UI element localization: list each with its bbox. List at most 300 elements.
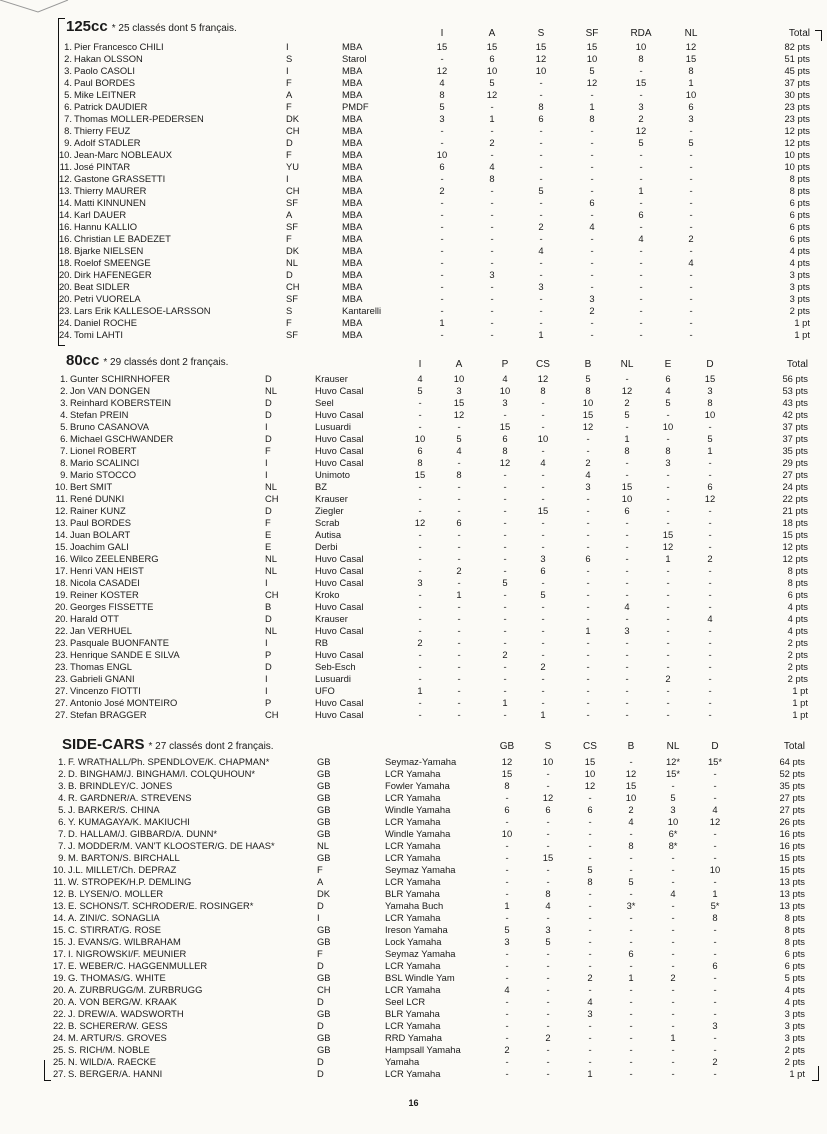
rider-name: Daniel ROCHE	[74, 317, 138, 328]
race-score: -	[629, 1020, 633, 1031]
race-score: -	[629, 1032, 633, 1043]
race-score: -	[505, 948, 509, 959]
table-row	[0, 792, 827, 804]
race-score: 4	[502, 373, 508, 384]
rank: 27.	[52, 1068, 66, 1079]
race-score: 2	[456, 565, 462, 576]
race-score: -	[539, 317, 543, 328]
race-score: -	[490, 197, 494, 208]
race-score: 1	[489, 113, 495, 124]
race-score: -	[541, 601, 545, 612]
rider-name: Gastone GRASSETTI	[74, 173, 166, 184]
machine: Huvo Casal	[315, 457, 364, 468]
race-score: -	[457, 553, 461, 564]
total-points: 37 pts	[782, 433, 808, 444]
race-score: 5	[439, 101, 445, 112]
race-score: -	[588, 1032, 592, 1043]
total-points: 35 pts	[779, 780, 805, 791]
rider-name: N. WILD/A. RAECKE	[68, 1056, 157, 1067]
race-score: 12	[709, 816, 721, 827]
machine: BLR Yamaha	[385, 1008, 440, 1019]
race-score: -	[639, 317, 643, 328]
total-points: 6 pts	[789, 209, 810, 220]
race-score: 8	[417, 457, 423, 468]
race-score: -	[671, 900, 675, 911]
race-score: -	[588, 924, 592, 935]
table-row	[0, 709, 827, 721]
race-score: -	[639, 257, 643, 268]
race-score: -	[639, 293, 643, 304]
machine: MBA	[342, 185, 363, 196]
race-score: 3	[707, 385, 713, 396]
total-points: 82 pts	[784, 41, 810, 52]
table-row	[0, 149, 827, 161]
machine: Lusuardi	[315, 421, 351, 432]
nationality: GB	[317, 1032, 331, 1043]
total-points: 23 pts	[784, 113, 810, 124]
rider-name: Vincenzo FIOTTI	[70, 685, 141, 696]
race-score: -	[539, 137, 543, 148]
table-row	[0, 433, 827, 445]
race-score: -	[639, 89, 643, 100]
table-row	[0, 756, 827, 768]
nationality: F	[286, 101, 292, 112]
table-row	[0, 1032, 827, 1044]
race-score: -	[625, 637, 629, 648]
race-score: -	[708, 577, 712, 588]
rank: 11.	[59, 161, 72, 172]
race-score: 6	[665, 373, 671, 384]
table-row	[0, 305, 827, 317]
race-score: 15	[414, 469, 426, 480]
race-score: -	[666, 469, 670, 480]
rider-name: Paul BORDES	[70, 517, 131, 528]
race-score: 15	[499, 421, 511, 432]
race-score: -	[590, 89, 594, 100]
race-score: -	[671, 936, 675, 947]
race-score: -	[588, 1020, 592, 1031]
race-score: 15	[535, 41, 547, 52]
race-score: 15	[436, 41, 448, 52]
race-score: 8	[545, 888, 551, 899]
table-row	[0, 685, 827, 697]
race-score: -	[666, 517, 670, 528]
rider-name: S. BERGER/A. HANNI	[68, 1068, 163, 1079]
race-score: -	[418, 697, 422, 708]
rider-name: Karl DAUER	[74, 209, 127, 220]
nationality: GB	[317, 792, 331, 803]
race-score: -	[505, 960, 509, 971]
race-score: -	[713, 1068, 717, 1079]
race-score: -	[440, 305, 444, 316]
race-score: -	[490, 281, 494, 292]
race-score: 10	[535, 65, 547, 76]
race-score: -	[625, 541, 629, 552]
section-note: * 25 classés dont 5 français.	[111, 23, 237, 34]
race-score: 2	[670, 972, 676, 983]
nationality: NL	[265, 553, 277, 564]
rider-name: Thierry FEUZ	[74, 125, 131, 136]
race-score: -	[541, 613, 545, 624]
race-score: -	[689, 329, 693, 340]
rider-name: René DUNKI	[70, 493, 125, 504]
race-score: -	[418, 529, 422, 540]
race-score: 3	[624, 625, 630, 636]
race-score: -	[625, 673, 629, 684]
table-row	[0, 137, 827, 149]
race-score: -	[541, 673, 545, 684]
race-score: -	[541, 649, 545, 660]
race-score: 6	[688, 101, 694, 112]
race-score: 2	[545, 1032, 551, 1043]
race-score: -	[708, 589, 712, 600]
race-score: -	[505, 972, 509, 983]
table-row	[0, 1068, 827, 1080]
machine: Lock Yamaha	[385, 936, 442, 947]
total-points: 2 pts	[787, 673, 808, 684]
race-score: 15	[635, 77, 647, 88]
machine: MBA	[342, 113, 363, 124]
race-score: 15*	[665, 768, 681, 779]
race-score: -	[713, 948, 717, 959]
rank: 17.	[54, 565, 68, 576]
rank: 5.	[58, 804, 66, 815]
column-header-a: A	[488, 28, 496, 39]
race-score: -	[689, 221, 693, 232]
total-points: 13 pts	[779, 900, 805, 911]
table-row	[0, 481, 827, 493]
race-score: -	[713, 924, 717, 935]
nationality: SF	[286, 221, 298, 232]
race-score: -	[539, 233, 543, 244]
race-score: -	[541, 541, 545, 552]
nationality: GB	[317, 816, 331, 827]
race-score: 2	[585, 457, 591, 468]
machine: MBA	[342, 245, 363, 256]
rider-name: E. SCHONS/T. SCHRODER/E. ROSINGER*	[68, 900, 254, 911]
rank: 24.	[58, 329, 72, 340]
race-score: 2	[589, 305, 595, 316]
rider-name: Patrick DAUDIER	[74, 101, 148, 112]
total-points: 5 pts	[784, 972, 805, 983]
rider-name: A. ZINI/C. SONAGLIA	[68, 912, 160, 923]
race-score: -	[505, 996, 509, 1007]
table-row	[0, 397, 827, 409]
race-score: -	[629, 1044, 633, 1055]
nationality: D	[317, 996, 324, 1007]
race-score: 10	[453, 373, 465, 384]
race-score: 10	[499, 385, 511, 396]
race-score: 1	[707, 445, 713, 456]
race-score: 6	[707, 481, 713, 492]
race-score: -	[639, 221, 643, 232]
race-score: 3	[589, 293, 595, 304]
nationality: D	[317, 900, 324, 911]
rider-name: Harald OTT	[70, 613, 119, 624]
race-score: 5	[545, 936, 551, 947]
race-score: 4	[670, 888, 676, 899]
race-score: 3	[456, 385, 462, 396]
nationality: A	[317, 876, 324, 887]
rank: 4.	[60, 409, 68, 420]
race-score: 3	[670, 804, 676, 815]
rider-name: D. HALLAM/J. GIBBARD/A. DUNN*	[68, 828, 217, 839]
total-points: 2 pts	[787, 649, 808, 660]
machine: MBA	[342, 149, 363, 160]
nationality: F	[317, 864, 323, 875]
race-score: -	[505, 1068, 509, 1079]
race-score: -	[503, 481, 507, 492]
rank: 8.	[60, 457, 68, 468]
race-score: -	[586, 577, 590, 588]
total-points: 3 pts	[784, 1032, 805, 1043]
race-score: 12	[685, 41, 697, 52]
rider-name: B. LYSEN/O. MOLLER	[68, 888, 164, 899]
machine: Kantarelli	[342, 305, 382, 316]
table-row	[0, 493, 827, 505]
race-score: -	[490, 317, 494, 328]
race-score: -	[440, 293, 444, 304]
nationality: GB	[317, 828, 331, 839]
race-score: 3	[502, 397, 508, 408]
rank: 14.	[54, 529, 68, 540]
total-points: 12 pts	[782, 541, 808, 552]
race-score: -	[713, 1044, 717, 1055]
race-score: -	[503, 673, 507, 684]
nationality: F	[286, 317, 292, 328]
nationality: I	[265, 673, 268, 684]
race-score: -	[418, 541, 422, 552]
race-score: -	[666, 565, 670, 576]
column-header-total: Total	[788, 28, 810, 39]
total-points: 1 pt	[794, 317, 810, 328]
machine: MBA	[342, 221, 363, 232]
race-score: 15	[486, 41, 498, 52]
column-header-e: E	[664, 359, 672, 370]
race-score: -	[440, 125, 444, 136]
machine: MBA	[342, 41, 363, 52]
race-score: 4	[545, 900, 551, 911]
race-score: 12	[584, 780, 596, 791]
race-score: -	[586, 649, 590, 660]
race-score: -	[586, 697, 590, 708]
table-row	[0, 269, 827, 281]
table-row	[0, 1020, 827, 1032]
table-row	[0, 65, 827, 77]
nationality: I	[286, 41, 289, 52]
total-points: 4 pts	[787, 613, 808, 624]
nationality: GB	[317, 780, 331, 791]
column-header-nl: NL	[684, 28, 698, 39]
nationality: P	[265, 697, 272, 708]
rider-name: J.L. MILLET/Ch. DEPRAZ	[68, 864, 177, 875]
column-header-i: I	[440, 28, 444, 39]
rank: 4.	[58, 792, 66, 803]
table-row	[0, 221, 827, 233]
race-score: -	[586, 601, 590, 612]
machine: MBA	[342, 137, 363, 148]
race-score: 5	[504, 924, 510, 935]
race-score: 2	[665, 673, 671, 684]
table-row	[0, 41, 827, 53]
bracket-top-left	[58, 18, 65, 346]
total-points: 12 pts	[784, 137, 810, 148]
rank: 4.	[64, 77, 72, 88]
race-score: 12	[436, 65, 448, 76]
rank: 12.	[54, 505, 68, 516]
rider-name: Petri VUORELA	[74, 293, 141, 304]
rider-name: Rainer KUNZ	[70, 505, 126, 516]
nationality: GB	[317, 768, 331, 779]
race-score: 8	[688, 65, 694, 76]
race-score: -	[625, 373, 629, 384]
race-score: 8	[587, 876, 593, 887]
bracket-bottom-left	[44, 1060, 51, 1081]
race-score: -	[418, 409, 422, 420]
race-score: 15	[501, 768, 513, 779]
race-score: 2	[688, 233, 694, 244]
race-score: 8	[540, 385, 546, 396]
race-score: 12	[621, 385, 633, 396]
race-score: 8	[502, 445, 508, 456]
rank: 27.	[54, 685, 68, 696]
total-points: 6 pts	[789, 233, 810, 244]
race-score: -	[625, 697, 629, 708]
race-score: 2	[587, 972, 593, 983]
table-row	[0, 281, 827, 293]
table-row	[0, 697, 827, 709]
race-score: 1	[665, 553, 671, 564]
race-score: -	[629, 888, 633, 899]
race-score: 1	[712, 888, 718, 899]
machine: LCR Yamaha	[385, 1020, 441, 1031]
race-score: -	[666, 661, 670, 672]
race-score: 8	[439, 89, 445, 100]
rank: 5.	[60, 421, 68, 432]
race-score: -	[588, 816, 592, 827]
table-row	[0, 900, 827, 912]
race-score: 8	[628, 840, 634, 851]
race-score: 1	[589, 101, 595, 112]
total-points: 21 pts	[782, 505, 808, 516]
race-score: 6*	[668, 828, 678, 839]
table-row	[0, 385, 827, 397]
rider-name: Mario STOCCO	[70, 469, 136, 480]
race-score: -	[629, 852, 633, 863]
race-score: -	[418, 613, 422, 624]
race-score: -	[505, 864, 509, 875]
machine: Krauser	[315, 613, 348, 624]
machine: LCR Yamaha	[385, 840, 441, 851]
total-points: 16 pts	[779, 840, 805, 851]
race-score: 5*	[710, 900, 720, 911]
column-header-d: D	[711, 741, 719, 752]
rank: 16.	[58, 221, 72, 232]
race-score: 5	[589, 65, 595, 76]
table-row	[0, 457, 827, 469]
race-score: 8	[665, 445, 671, 456]
race-score: -	[440, 137, 444, 148]
rider-name: B. BRINDLEY/C. JONES	[68, 780, 173, 791]
race-score: -	[505, 1032, 509, 1043]
race-score: -	[666, 613, 670, 624]
rider-name: Jan VERHUEL	[70, 625, 133, 636]
total-points: 2 pts	[784, 1044, 805, 1055]
race-score: -	[490, 305, 494, 316]
race-score: -	[539, 269, 543, 280]
nationality: B	[265, 601, 272, 612]
race-score: -	[457, 601, 461, 612]
nationality: E	[265, 529, 272, 540]
total-points: 30 pts	[784, 89, 810, 100]
rider-name: Y. KUMAGAYA/K. MAKIUCHI	[68, 816, 190, 827]
race-score: -	[546, 816, 550, 827]
machine: Derbi	[315, 541, 338, 552]
race-score: -	[541, 481, 545, 492]
table-row	[0, 209, 827, 221]
nationality: D	[265, 409, 272, 420]
race-score: 6	[624, 505, 630, 516]
race-score: -	[689, 161, 693, 172]
race-score: 8	[589, 113, 595, 124]
total-points: 2 pts	[784, 1056, 805, 1067]
table-row	[0, 876, 827, 888]
nationality: GB	[317, 852, 331, 863]
race-score: -	[490, 149, 494, 160]
rider-name: Thomas MOLLER-PEDERSEN	[74, 113, 204, 124]
race-score: 4	[417, 373, 423, 384]
race-score: -	[713, 1032, 717, 1043]
race-score: 12	[704, 493, 716, 504]
race-score: -	[539, 197, 543, 208]
race-score: 6	[504, 804, 510, 815]
nationality: CH	[317, 984, 331, 995]
table-row	[0, 529, 827, 541]
rider-name: Michael GSCHWANDER	[70, 433, 174, 444]
race-score: -	[490, 101, 494, 112]
total-points: 6 pts	[789, 197, 810, 208]
race-score: 10	[709, 864, 721, 875]
race-score: -	[689, 185, 693, 196]
race-score: -	[505, 816, 509, 827]
race-score: -	[708, 541, 712, 552]
race-score: -	[639, 245, 643, 256]
race-score: 3	[665, 457, 671, 468]
race-score: -	[503, 505, 507, 516]
race-score: -	[418, 661, 422, 672]
race-score: -	[586, 541, 590, 552]
race-score: -	[639, 65, 643, 76]
rank: 23.	[54, 661, 68, 672]
rider-name: Gunter SCHIRNHOFER	[70, 373, 171, 384]
race-score: -	[546, 1020, 550, 1031]
machine: Kroko	[315, 589, 340, 600]
race-score: -	[418, 397, 422, 408]
machine: PMDF	[342, 101, 369, 112]
race-score: -	[503, 625, 507, 636]
machine: Huvo Casal	[315, 649, 364, 660]
race-score: -	[539, 305, 543, 316]
rider-name: Jean-Marc NOBLEAUX	[74, 149, 172, 160]
race-score: -	[457, 457, 461, 468]
race-score: -	[625, 529, 629, 540]
rank: 14.	[58, 209, 72, 220]
race-score: 10	[542, 756, 554, 767]
table-row	[0, 768, 827, 780]
race-score: -	[666, 649, 670, 660]
race-score: -	[503, 517, 507, 528]
machine: MBA	[342, 329, 363, 340]
